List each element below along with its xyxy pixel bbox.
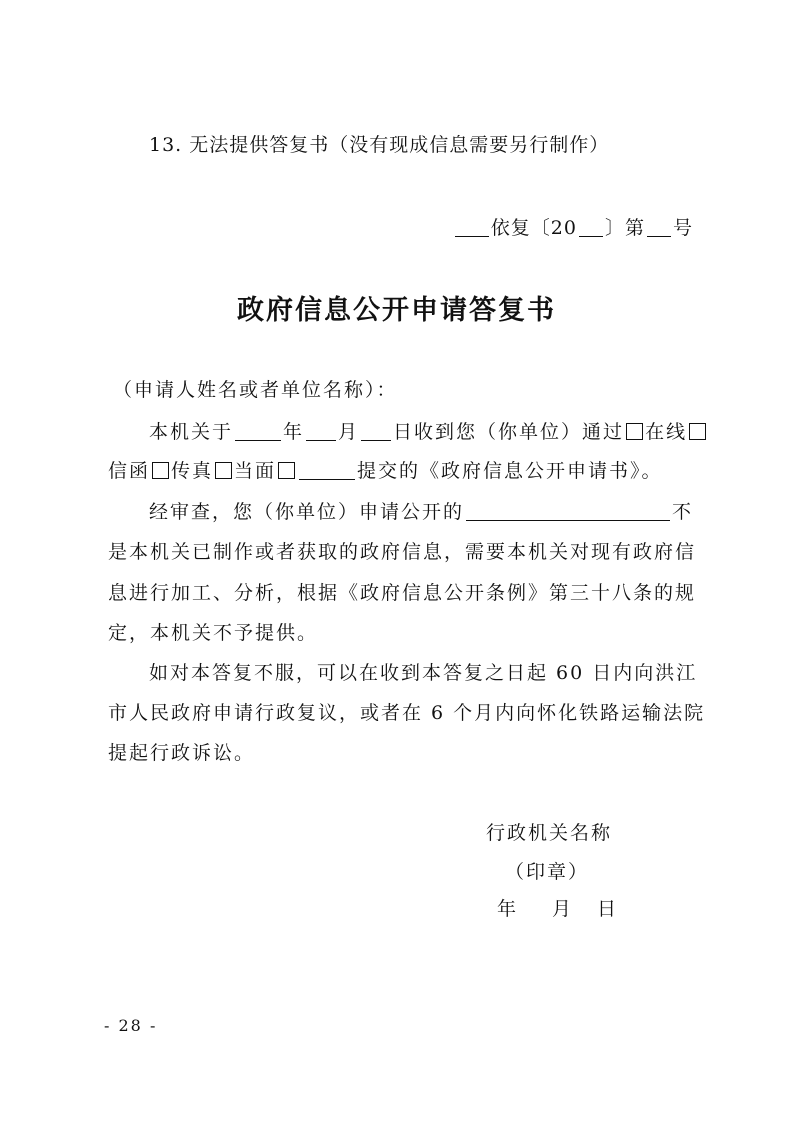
letter-label: 信函 xyxy=(108,460,151,482)
heading-item-13: 13. 无法提供答复书（没有现成信息需要另行制作） xyxy=(149,134,610,156)
fax-checkbox xyxy=(152,462,169,479)
sign-day-label: 日 xyxy=(597,898,619,920)
doc-serial-blank xyxy=(647,218,671,237)
para1-text: 本机关于 xyxy=(149,421,234,443)
page-number: - 28 - xyxy=(104,1016,158,1035)
online-checkbox xyxy=(626,423,643,440)
letter-checkbox xyxy=(689,423,706,440)
year-blank xyxy=(235,422,281,441)
agency-name: 行政机关名称 xyxy=(486,822,613,844)
month-blank xyxy=(306,422,336,441)
para1-text: 日收到您（你单位）通过 xyxy=(393,421,625,443)
sign-month-label: 月 xyxy=(552,898,574,920)
doc-year-blank xyxy=(579,218,603,237)
addressee-line: （申请人姓名或者单位名称）： xyxy=(113,379,398,401)
other-checkbox xyxy=(278,462,295,479)
other-method-blank xyxy=(299,461,355,480)
doc-number-part3: 号 xyxy=(672,217,693,239)
para1-line1 xyxy=(149,417,708,444)
document-number xyxy=(453,213,693,240)
doc-prefix-blank xyxy=(455,218,489,237)
para2-line3: 息进行加工、分析，根据《政府信息公开条例》第三十八条的规 xyxy=(108,582,697,604)
para3-line3: 提起行政诉讼。 xyxy=(108,742,256,764)
para1-line2 xyxy=(108,456,663,483)
fax-label: 传真 xyxy=(171,460,214,482)
para2-text: 不 xyxy=(672,501,694,523)
day-blank xyxy=(361,422,391,441)
para2-line4: 定，本机关不予提供。 xyxy=(108,622,319,644)
para3-line1: 如对本答复不服，可以在收到本答复之日起 60 日内向洪江 xyxy=(149,662,698,684)
doc-number-part1: 依复〔20 xyxy=(490,217,577,239)
para2-text: 经审查，您（你单位）申请公开的 xyxy=(149,501,465,523)
month-label: 月 xyxy=(338,421,360,443)
seal-label: （印章） xyxy=(505,861,590,883)
para1-text: 提交的《政府信息公开申请书》。 xyxy=(357,460,663,482)
sign-year-label: 年 xyxy=(497,898,519,920)
para2-line2: 是本机关已制作或者获取的政府信息，需要本机关对现有政府信 xyxy=(108,541,697,563)
in-person-checkbox xyxy=(215,462,232,479)
online-label: 在线 xyxy=(645,421,688,443)
para2-line1 xyxy=(149,497,693,524)
year-label: 年 xyxy=(283,421,305,443)
date-line xyxy=(497,894,618,921)
para3-line2: 市人民政府申请行政复议，或者在 6 个月内向怀化铁路运输法院 xyxy=(108,702,706,724)
requested-info-blank xyxy=(466,502,670,521)
document-title: 政府信息公开申请答复书 xyxy=(237,295,556,326)
in-person-label: 当面 xyxy=(234,460,277,482)
doc-number-part2: 〕第 xyxy=(604,217,645,239)
